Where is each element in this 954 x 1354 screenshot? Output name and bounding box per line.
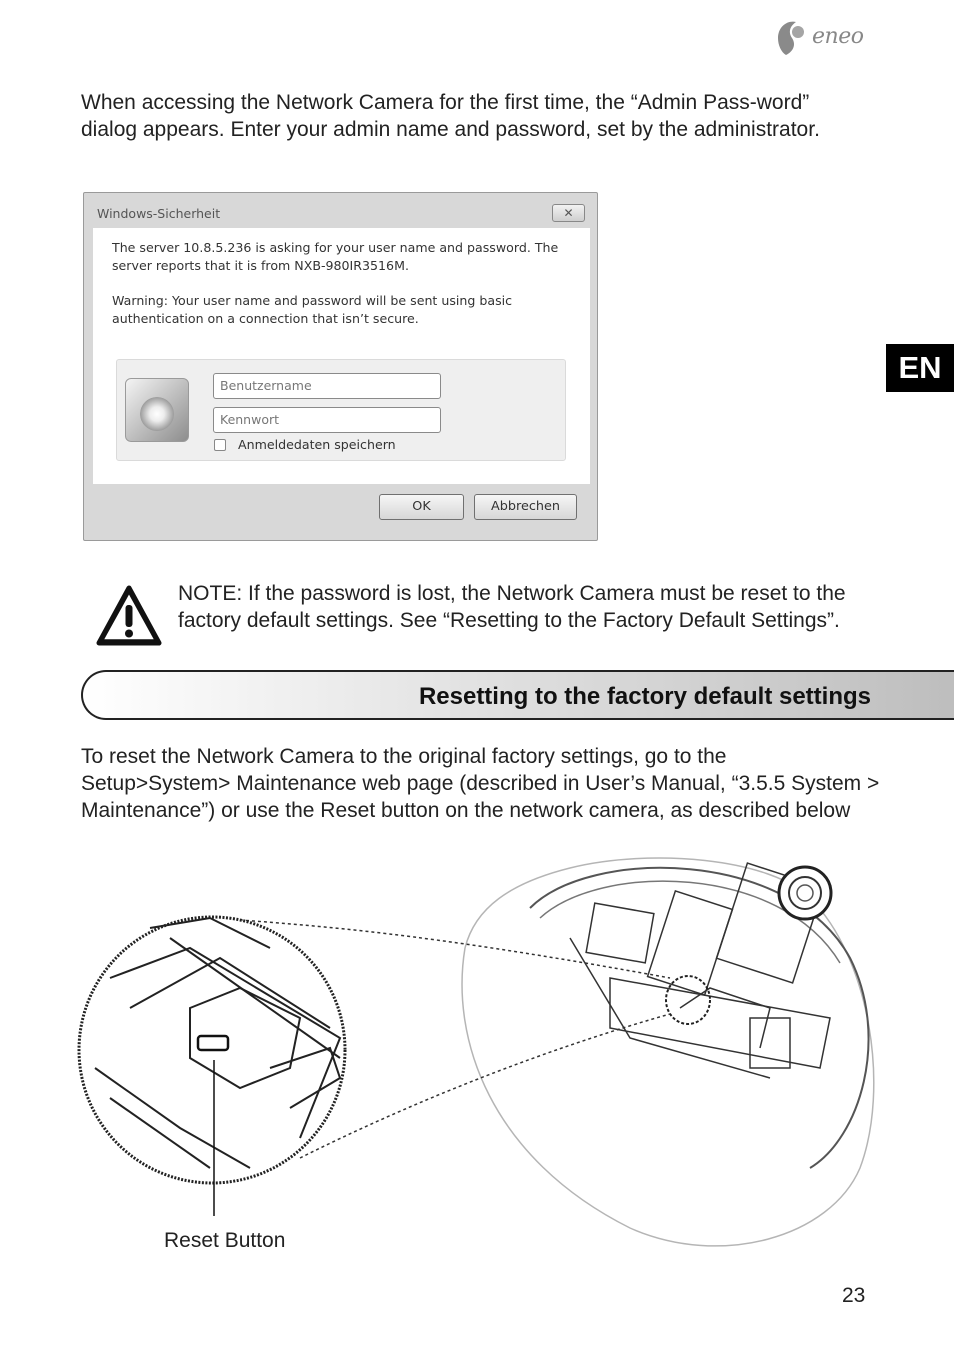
note-text: NOTE: If the password is lost, the Network Camera must be reset to the factory default settings. See “Resetting to the Factory Default Settings”.: [178, 582, 846, 632]
warning-icon: [96, 585, 162, 647]
dialog-body: [93, 228, 590, 484]
reset-paragraph: To reset the Network Camera to the original factory settings, go to the Setup>System> Maintenance web page (described in User’s Manual, “3.5.5 System > Maintenance”) or use the Reset button on the network camera, as described below: [81, 745, 880, 822]
dialog-title: Windows-Sicherheit: [97, 206, 221, 221]
magnified-detail: [79, 917, 345, 1183]
windows-security-dialog: [83, 192, 598, 541]
camera-reset-illustration: [70, 838, 890, 1258]
reset-button-target: [666, 976, 710, 1024]
reset-button-label: Reset Button: [164, 1229, 286, 1252]
ok-button[interactable]: OK: [379, 494, 464, 520]
close-button[interactable]: ✕: [552, 204, 585, 222]
cancel-button[interactable]: Abbrechen: [474, 494, 577, 520]
username-field[interactable]: Benutzername: [213, 373, 441, 399]
language-tab: EN: [886, 344, 954, 392]
section-heading-bar: [81, 670, 954, 720]
user-avatar-icon: [125, 378, 189, 442]
section-title: Resetting to the factory default settings: [418, 683, 871, 710]
brand-name: eneo: [812, 24, 864, 49]
remember-credentials-checkbox[interactable]: [214, 439, 226, 451]
remember-credentials-label: Anmeldedaten speichern: [238, 437, 396, 452]
camera-lens: [779, 867, 831, 919]
page-number: 23: [842, 1284, 866, 1307]
intro-paragraph: When accessing the Network Camera for the first time, the “Admin Pass-word” dialog appears. Enter your admin name and password, set by the administrator.: [81, 91, 820, 141]
server-message: The server 10.8.5.236 is asking for your user name and password. The server reports that it is from NXB-980IR3516M.: [112, 240, 559, 273]
brand-logo: [774, 18, 874, 58]
credential-box: [116, 359, 566, 461]
password-field[interactable]: Kennwort: [213, 407, 441, 433]
reset-button: [198, 1036, 228, 1050]
warning-message: Warning: Your user name and password will be sent using basic authentication on a connection that isn’t secure.: [112, 293, 513, 326]
eneo-logo-icon: [774, 18, 810, 58]
